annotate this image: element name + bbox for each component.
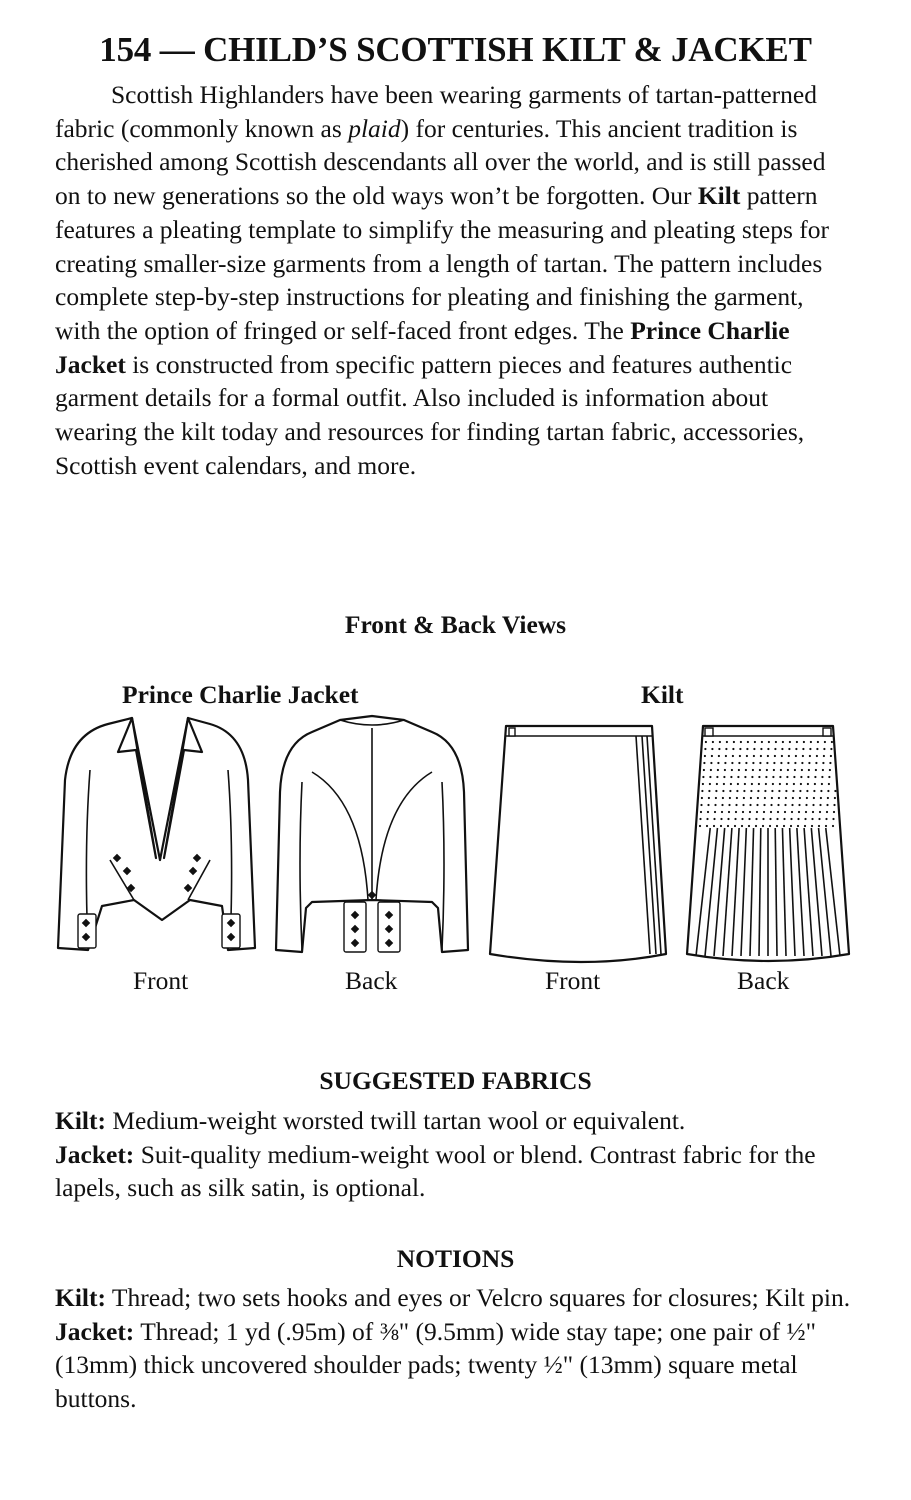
- kilt-tartan-dot: [816, 748, 818, 750]
- jacket-back-illustration: [272, 712, 472, 962]
- kilt-tartan-dot: [767, 755, 769, 757]
- kilt-tartan-dot: [700, 804, 702, 806]
- kilt-tartan-dot: [788, 748, 790, 750]
- intro-text-2: ) for centuries. This ancient tradition is cherished among Scottish descendants all over the world, and is still passed on to new generations so the old ways won’t be forgotten. Our: [55, 113, 826, 211]
- kilt-tartan-dot: [832, 825, 834, 827]
- kilt-tartan-dot: [796, 741, 798, 743]
- kilt-tartan-dot: [800, 783, 802, 785]
- kilt-tartan-dot: [723, 776, 725, 778]
- kilt-tartan-dot: [718, 755, 720, 757]
- kilt-tartan-dot: [711, 755, 713, 757]
- kilt-tartan-dot: [825, 818, 827, 820]
- kilt-tartan-dot: [816, 755, 818, 757]
- kilt-tartan-dot: [800, 776, 802, 778]
- kilt-tartan-dot: [755, 825, 757, 827]
- kilt-tartan-dot: [786, 783, 788, 785]
- intro-kilt: Kilt: [697, 181, 741, 211]
- kilt-front-label: Front: [545, 966, 601, 995]
- kilt-tartan-dot: [758, 783, 760, 785]
- views-heading: Front & Back Views: [344, 610, 567, 639]
- kilt-tartan-dot: [723, 783, 725, 785]
- kilt-tartan-dot: [809, 748, 811, 750]
- kilt-tartan-dot: [830, 748, 832, 750]
- kilt-tartan-dot: [801, 762, 803, 764]
- kilt-tartan-dot: [768, 741, 770, 743]
- kilt-tartan-dot: [772, 776, 774, 778]
- kilt-tartan-dot: [742, 811, 744, 813]
- kilt-tartan-dot: [799, 790, 801, 792]
- kilt-tartan-dot: [791, 811, 793, 813]
- kilt-tartan-dot: [704, 748, 706, 750]
- kilt-tartan-dot: [728, 811, 730, 813]
- kilt-tartan-dot: [807, 783, 809, 785]
- kilt-tartan-dot: [753, 755, 755, 757]
- kilt-tartan-dot: [732, 748, 734, 750]
- kilt-tartan-dot: [822, 762, 824, 764]
- kilt-tartan-dot: [749, 811, 751, 813]
- kilt-tartan-dot: [728, 804, 730, 806]
- kilt-tartan-dot: [753, 748, 755, 750]
- kilt-tartan-dot: [718, 748, 720, 750]
- kilt-tartan-dot: [829, 769, 831, 771]
- kilt-tartan-dot: [711, 748, 713, 750]
- kilt-tartan-dot: [821, 776, 823, 778]
- kilt-tartan-dot: [725, 755, 727, 757]
- kilt-tartan-dot: [815, 769, 817, 771]
- kilt-tartan-dot: [746, 755, 748, 757]
- kilt-tartan-dot: [709, 776, 711, 778]
- kilt-tartan-dot: [750, 797, 752, 799]
- kilt-tartan-dot: [700, 811, 702, 813]
- fabrics-jacket-text: Suit-quality medium-weight wool or blend. Contrast fabric for the lapels, such as silk satin, is optional.: [55, 1139, 816, 1203]
- notions-kilt-text: Thread; two sets hooks and eyes or Velcro squares for closures; Kilt pin.: [106, 1283, 851, 1312]
- kilt-tartan-dot: [779, 776, 781, 778]
- kilt-tartan-dot: [828, 776, 830, 778]
- kilt-tartan-dot: [714, 804, 716, 806]
- kilt-tartan-dot: [762, 825, 764, 827]
- fabrics-section: [55, 1104, 855, 1205]
- kilt-tartan-dot: [717, 769, 719, 771]
- kilt-tartan-dot: [750, 790, 752, 792]
- kilt-tartan-dot: [759, 769, 761, 771]
- notions-jacket-text: Thread; 1 yd (.95m) of ⅜" (9.5mm) wide stay tape; one pair of ½" (13mm) thick uncovered shoulder pads; twenty ½" (13mm) square metal buttons.: [55, 1316, 817, 1413]
- notions-section: [55, 1281, 855, 1415]
- kilt-tartan-dot: [708, 790, 710, 792]
- kilt-tartan-dot: [701, 797, 703, 799]
- kilt-tartan-dot: [712, 741, 714, 743]
- kilt-tartan-dot: [763, 811, 765, 813]
- kilt-tartan-dot: [787, 769, 789, 771]
- kilt-tartan-dot: [818, 825, 820, 827]
- kilt-tartan-dot: [829, 762, 831, 764]
- kilt-tartan-dot: [770, 804, 772, 806]
- kilt-tartan-dot: [737, 776, 739, 778]
- notions-jacket-label: Jacket:: [55, 1316, 135, 1346]
- kilt-tartan-dot: [702, 783, 704, 785]
- kilt-tartan-dot: [729, 797, 731, 799]
- kilt-tartan-dot: [819, 811, 821, 813]
- kilt-tartan-dot: [778, 790, 780, 792]
- kilt-tartan-dot: [707, 811, 709, 813]
- kilt-tartan-dot: [730, 783, 732, 785]
- kilt-tartan-dot: [819, 804, 821, 806]
- kilt-tartan-dot: [734, 825, 736, 827]
- kilt-tartan-dot: [744, 783, 746, 785]
- kilt-tartan-dot: [747, 741, 749, 743]
- kilt-tartan-dot: [761, 741, 763, 743]
- kilt-tartan-dot: [805, 804, 807, 806]
- kilt-tartan-dot: [788, 755, 790, 757]
- kilt-tartan-dot: [727, 818, 729, 820]
- kilt-tartan-dot: [736, 790, 738, 792]
- kilt-tartan-dot: [795, 748, 797, 750]
- kilt-tartan-dot: [777, 804, 779, 806]
- kilt-tartan-dot: [714, 811, 716, 813]
- kilt-tartan-dot: [810, 741, 812, 743]
- kilt-tartan-dot: [809, 755, 811, 757]
- kilt-tartan-dot: [724, 769, 726, 771]
- kilt-tartan-dot: [769, 818, 771, 820]
- kilt-tartan-dot: [730, 776, 732, 778]
- kilt-tartan-dot: [776, 818, 778, 820]
- kilt-tartan-dot: [780, 762, 782, 764]
- kilt-tartan-dot: [741, 818, 743, 820]
- kilt-tartan-dot: [793, 783, 795, 785]
- kilt-tartan-dot: [795, 755, 797, 757]
- kilt-tartan-dot: [752, 762, 754, 764]
- jacket-back-label: Back: [345, 966, 398, 995]
- kilt-tartan-dot: [785, 797, 787, 799]
- notions-kilt-line: [55, 1281, 855, 1315]
- kilt-tartan-dot: [760, 755, 762, 757]
- kilt-tartan-dot: [792, 797, 794, 799]
- kilt-tartan-dot: [739, 755, 741, 757]
- kilt-tartan-dot: [704, 755, 706, 757]
- kilt-tartan-dot: [783, 825, 785, 827]
- kilt-tartan-dot: [773, 769, 775, 771]
- kilt-tartan-dot: [818, 818, 820, 820]
- kilt-tartan-dot: [825, 825, 827, 827]
- kilt-tartan-dot: [745, 762, 747, 764]
- kilt-tartan-dot: [812, 811, 814, 813]
- kilt-tartan-dot: [756, 804, 758, 806]
- intro-text-1: Scottish Highlanders have been wearing garments of tartan-patterned fabric (commonly known as: [55, 80, 817, 143]
- kilt-tartan-dot: [777, 811, 779, 813]
- kilt-tartan-dot: [770, 811, 772, 813]
- kilt-tartan-dot: [719, 741, 721, 743]
- kilt-tartan-dot: [789, 741, 791, 743]
- kilt-tartan-dot: [790, 825, 792, 827]
- fabrics-heading: SUGGESTED FABRICS: [319, 1066, 592, 1095]
- notions-heading: NOTIONS: [396, 1244, 515, 1273]
- kilt-tartan-dot: [708, 797, 710, 799]
- kilt-tartan-dot: [797, 818, 799, 820]
- fabrics-kilt-line: [55, 1104, 855, 1138]
- kilt-tartan-dot: [743, 797, 745, 799]
- kilt-tartan-dot: [808, 769, 810, 771]
- kilt-tartan-dot: [760, 748, 762, 750]
- kilt-tartan-dot: [709, 783, 711, 785]
- kilt-tartan-dot: [767, 748, 769, 750]
- kilt-tartan-dot: [729, 790, 731, 792]
- intro-jacket: Prince Charlie Jacket: [55, 315, 790, 379]
- kilt-tartan-dot: [716, 783, 718, 785]
- kilt-tartan-dot: [722, 797, 724, 799]
- kilt-tartan-dot: [705, 741, 707, 743]
- kilt-tartan-dot: [771, 797, 773, 799]
- kilt-tartan-dot: [746, 748, 748, 750]
- kilt-tartan-dot: [805, 811, 807, 813]
- kilt-tartan-dot: [814, 783, 816, 785]
- kilt-tartan-dot: [757, 790, 759, 792]
- intro-plaid: plaid: [348, 113, 401, 143]
- kilt-tartan-dot: [713, 825, 715, 827]
- kilt-tartan-dot: [735, 804, 737, 806]
- kilt-tartan-dot: [798, 811, 800, 813]
- kilt-tartan-dot: [703, 769, 705, 771]
- kilt-tartan-dot: [703, 762, 705, 764]
- kilt-tartan-dot: [820, 790, 822, 792]
- kilt-tartan-dot: [738, 762, 740, 764]
- kilt-tartan-dot: [727, 825, 729, 827]
- kilt-tartan-dot: [726, 741, 728, 743]
- kilt-tartan-dot: [757, 797, 759, 799]
- kilt-tartan-dot: [783, 818, 785, 820]
- kilt-tartan-dot: [817, 741, 819, 743]
- kilt-tartan-dot: [721, 811, 723, 813]
- kilt-tartan-dot: [720, 818, 722, 820]
- kilt-tartan-dot: [707, 804, 709, 806]
- kilt-tartan-dot: [706, 818, 708, 820]
- kilt-tartan-dot: [831, 741, 833, 743]
- kilt-tartan-dot: [787, 762, 789, 764]
- kilt-tartan-dot: [780, 769, 782, 771]
- kilt-tartan-dot: [804, 818, 806, 820]
- kilt-tartan-dot: [815, 762, 817, 764]
- kilt-tartan-dot: [701, 790, 703, 792]
- kilt-tartan-dot: [765, 783, 767, 785]
- kilt-tartan-dot: [774, 748, 776, 750]
- kilt-tartan-dot: [813, 790, 815, 792]
- kilt-tartan-dot: [755, 818, 757, 820]
- fabrics-jacket-line: [55, 1138, 855, 1205]
- kilt-tartan-dot: [754, 741, 756, 743]
- fabrics-jacket-label: Jacket:: [55, 1139, 135, 1169]
- kilt-tartan-dot: [731, 762, 733, 764]
- kilt-back-label: Back: [737, 966, 790, 995]
- kilt-tartan-dot: [778, 797, 780, 799]
- kilt-tartan-dot: [784, 804, 786, 806]
- kilt-tartan-dot: [798, 804, 800, 806]
- kilt-tartan-dot: [822, 769, 824, 771]
- kilt-tartan-dot: [741, 825, 743, 827]
- kilt-tartan-dot: [717, 762, 719, 764]
- kilt-tartan-dot: [802, 755, 804, 757]
- kilt-tartan-dot: [786, 776, 788, 778]
- kilt-tartan-dot: [748, 818, 750, 820]
- kilt-tartan-dot: [827, 790, 829, 792]
- kilt-tartan-dot: [814, 776, 816, 778]
- kilt-tartan-dot: [731, 769, 733, 771]
- kilt-tartan-dot: [826, 811, 828, 813]
- kilt-tartan-dot: [766, 769, 768, 771]
- kilt-tartan-dot: [792, 790, 794, 792]
- kilt-tartan-dot: [774, 755, 776, 757]
- kilt-tartan-dot: [722, 790, 724, 792]
- kilt-tartan-dot: [785, 790, 787, 792]
- kilt-tartan-dot: [764, 790, 766, 792]
- kilt-tartan-dot: [756, 811, 758, 813]
- kilt-tartan-dot: [732, 755, 734, 757]
- kilt-tartan-dot: [804, 825, 806, 827]
- kilt-tartan-dot: [824, 741, 826, 743]
- kilt-tartan-dot: [748, 825, 750, 827]
- kilt-tartan-dot: [813, 797, 815, 799]
- kilt-tartan-dot: [806, 790, 808, 792]
- kilt-tartan-dot: [794, 762, 796, 764]
- kilt-tartan-dot: [716, 776, 718, 778]
- kilt-views-label: Kilt: [641, 680, 684, 709]
- intro-paragraph: [55, 78, 845, 482]
- kilt-tartan-dot: [812, 804, 814, 806]
- kilt-tartan-dot: [782, 741, 784, 743]
- kilt-tartan-dot: [745, 769, 747, 771]
- kilt-tartan-dot: [699, 825, 701, 827]
- kilt-tartan-dot: [742, 804, 744, 806]
- kilt-tartan-dot: [834, 790, 836, 792]
- kilt-tartan-dot: [765, 776, 767, 778]
- kilt-tartan-dot: [749, 804, 751, 806]
- kilt-tartan-dot: [808, 762, 810, 764]
- kilt-front-illustration: [484, 718, 674, 968]
- kilt-tartan-dot: [771, 790, 773, 792]
- kilt-tartan-dot: [811, 825, 813, 827]
- jacket-views-label: Prince Charlie Jacket: [122, 680, 359, 709]
- kilt-tartan-dot: [733, 741, 735, 743]
- kilt-tartan-dot: [772, 783, 774, 785]
- kilt-tartan-dot: [751, 783, 753, 785]
- jacket-front-illustration: [50, 710, 265, 960]
- kilt-tartan-dot: [823, 748, 825, 750]
- kilt-tartan-dot: [766, 762, 768, 764]
- kilt-tartan-dot: [820, 797, 822, 799]
- kilt-tartan-dot: [821, 783, 823, 785]
- kilt-tartan-dot: [759, 762, 761, 764]
- kilt-tartan-dot: [833, 804, 835, 806]
- kilt-tartan-dot: [715, 797, 717, 799]
- kilt-tartan-dot: [699, 818, 701, 820]
- kilt-tartan-dot: [702, 776, 704, 778]
- notions-jacket-line: [55, 1315, 855, 1416]
- kilt-tartan-dot: [734, 818, 736, 820]
- kilt-tartan-dot: [801, 769, 803, 771]
- kilt-tartan-dot: [725, 748, 727, 750]
- page-title: 154 — CHILD’S SCOTTISH KILT & JACKET: [99, 30, 812, 69]
- kilt-tartan-dot: [781, 755, 783, 757]
- kilt-tartan-dot: [826, 804, 828, 806]
- fabrics-kilt-text: Medium-weight worsted twill tartan wool or equivalent.: [106, 1106, 686, 1135]
- kilt-tartan-dot: [737, 783, 739, 785]
- kilt-tartan-dot: [833, 811, 835, 813]
- kilt-tartan-dot: [752, 769, 754, 771]
- kilt-tartan-dot: [802, 748, 804, 750]
- kilt-tartan-dot: [828, 783, 830, 785]
- kilt-tartan-dot: [773, 762, 775, 764]
- kilt-tartan-dot: [724, 762, 726, 764]
- kilt-tartan-dot: [784, 811, 786, 813]
- kilt-tartan-dot: [751, 776, 753, 778]
- kilt-tartan-dot: [736, 797, 738, 799]
- kilt-tartan-dot: [744, 776, 746, 778]
- kilt-tartan-dot: [706, 825, 708, 827]
- kilt-tartan-dot: [758, 776, 760, 778]
- kilt-tartan-dot: [763, 804, 765, 806]
- kilt-tartan-dot: [832, 818, 834, 820]
- kilt-tartan-dot: [739, 748, 741, 750]
- kilt-tartan-dot: [807, 776, 809, 778]
- kilt-tartan-dot: [797, 825, 799, 827]
- kilt-tartan-dot: [769, 825, 771, 827]
- kilt-tartan-dot: [743, 790, 745, 792]
- intro-text-3: pattern features a pleating template to simplify the measuring and pleating steps for creating smaller-size garments from a length of tartan. The pattern includes complete step-by-step instructions for pleating and finishing the garment, with the option of fringed or self-faced front edges. The: [55, 181, 829, 345]
- kilt-tartan-dot: [735, 811, 737, 813]
- kilt-tartan-dot: [834, 797, 836, 799]
- kilt-tartan-dot: [791, 804, 793, 806]
- kilt-tartan-dot: [720, 825, 722, 827]
- kilt-tartan-dot: [794, 769, 796, 771]
- kilt-tartan-dot: [715, 790, 717, 792]
- kilt-tartan-dot: [738, 769, 740, 771]
- kilt-tartan-dot: [803, 741, 805, 743]
- notions-kilt-label: Kilt:: [55, 1283, 106, 1312]
- kilt-tartan-dot: [811, 818, 813, 820]
- kilt-back-illustration: [683, 718, 855, 968]
- kilt-tartan-dot: [806, 797, 808, 799]
- kilt-tartan-dot: [823, 755, 825, 757]
- kilt-tartan-dot: [776, 825, 778, 827]
- fabrics-kilt-label: Kilt:: [55, 1106, 106, 1135]
- kilt-tartan-dot: [713, 818, 715, 820]
- kilt-tartan-dot: [793, 776, 795, 778]
- kilt-tartan-dot: [740, 741, 742, 743]
- kilt-tartan-dot: [710, 762, 712, 764]
- kilt-tartan-dot: [775, 741, 777, 743]
- kilt-tartan-dot: [779, 783, 781, 785]
- kilt-tartan-dot: [827, 797, 829, 799]
- kilt-tartan-dot: [764, 797, 766, 799]
- kilt-tartan-dot: [830, 755, 832, 757]
- kilt-tartan-dot: [710, 769, 712, 771]
- kilt-tartan-dot: [721, 804, 723, 806]
- kilt-tartan-dot: [762, 818, 764, 820]
- jacket-front-label: Front: [133, 966, 189, 995]
- kilt-tartan-dot: [781, 748, 783, 750]
- kilt-tartan-dot: [799, 797, 801, 799]
- kilt-tartan-dot: [790, 818, 792, 820]
- intro-text-4: is constructed from specific pattern pieces and features authentic garment details for a formal outfit. Also included is information about wearing the kilt today and resources for finding tartan fabric, accessories, Scottish event calendars, and more.: [55, 349, 805, 480]
